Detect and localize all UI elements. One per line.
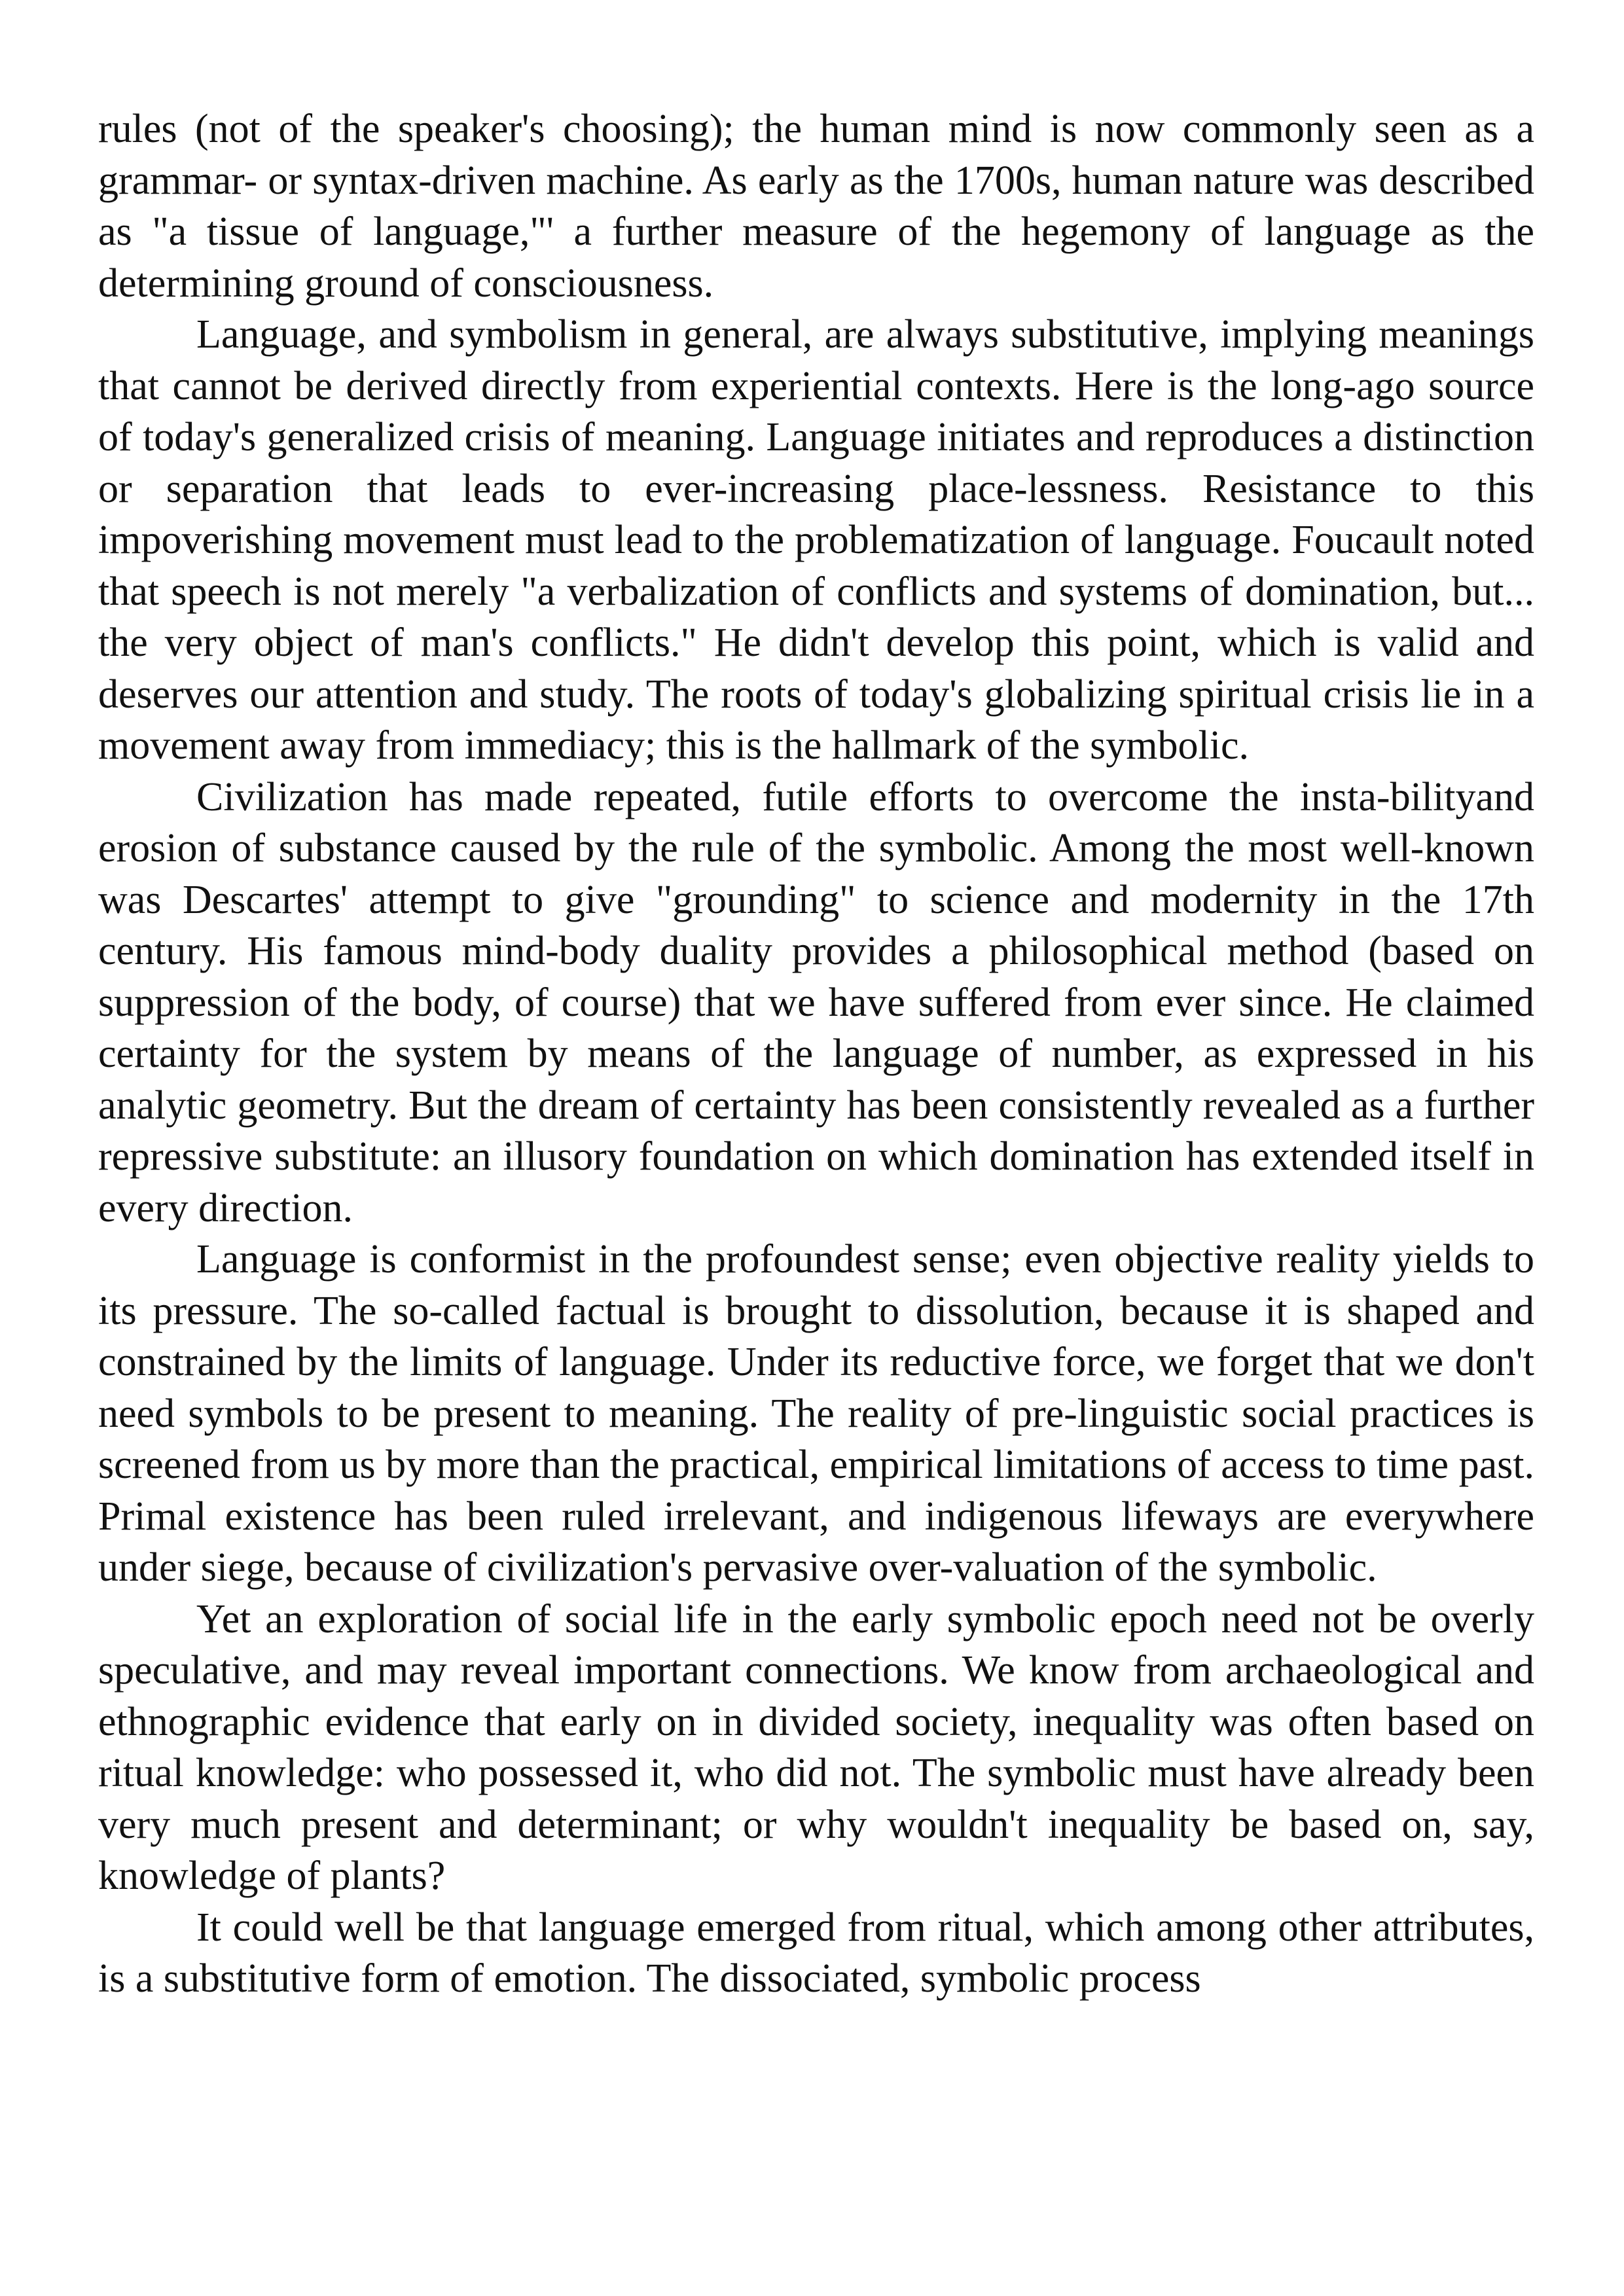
paragraph-1: rules (not of the speaker's choosing); the human mind is now commonly seen as a grammar- or syntax-driven machine. As early as the 1700s, human nature was described as "a tissue of language,"' a further measure of the hegemony of language as the determining ground of consciousness.: [98, 107, 1534, 306]
paragraph-4: Language is conformist in the profoundest sense; even objective reality yields to its pressure. The so-called factual is brought to dissolution, because it is shaped and constrained by the limits of language. Under its reductive force, we forget that we don't need symbols to be present to meaning. The reality of pre-linguistic social practices is screened from us by more than the practical, empirical limitations of access to time past. Primal existence has been ruled irrelevant, and indigenous lifeways are everywhere under siege, because of civilization's pervasive over-valuation of the symbolic.: [98, 1237, 1534, 1590]
paragraph-6: It could well be that language emerged from ritual, which among other attributes, is a substitutive form of emotion. The dissociated, symbolic process: [98, 1905, 1534, 2001]
body-text: [98, 103, 1534, 2005]
paragraph-5: Yet an exploration of social life in the early symbolic epoch need not be overly speculative, and may reveal important connections. We know from archaeological and ethnographic evidence that early on in divided society, inequality was often based on ritual knowledge: who possessed it, who did not. The symbolic must have already been very much present and determinant; or why wouldn't inequality be based on, say, knowledge of plants?: [98, 1596, 1534, 1898]
paragraph-2: Language, and symbolism in general, are always substitutive, implying meanings that cannot be derived directly from experiential contexts. Here is the long-ago source of today's generalized crisis of meaning. Language initiates and reproduces a distinction or separation that leads to ever-increasing place-lessness. Resistance to this impoverishing movement must lead to the problematization of language. Foucault noted that speech is not merely "a verbalization of conflicts and systems of domination, but... the very object of man's conflicts." He didn't develop this point, which is valid and deserves our attention and study. The roots of today's globalizing spiritual crisis lie in a movement away from immediacy; this is the hallmark of the symbolic.: [98, 312, 1534, 768]
paragraph-3: Civilization has made repeated, futile efforts to overcome the insta-bilityand erosion of substance caused by the rule of the symbolic. Among the most well-known was Descartes' attempt to give "grounding" to science and modernity in the 17th century. His famous mind-body duality provides a philosophical method (based on suppression of the body, of course) that we have suffered from ever since. He claimed certainty for the system by means of the language of number, as expressed in his analytic geometry. But the dream of certainty has been consistently revealed as a further repressive substitute: an illusory foundation on which domination has extended itself in every direction.: [98, 774, 1534, 1230]
